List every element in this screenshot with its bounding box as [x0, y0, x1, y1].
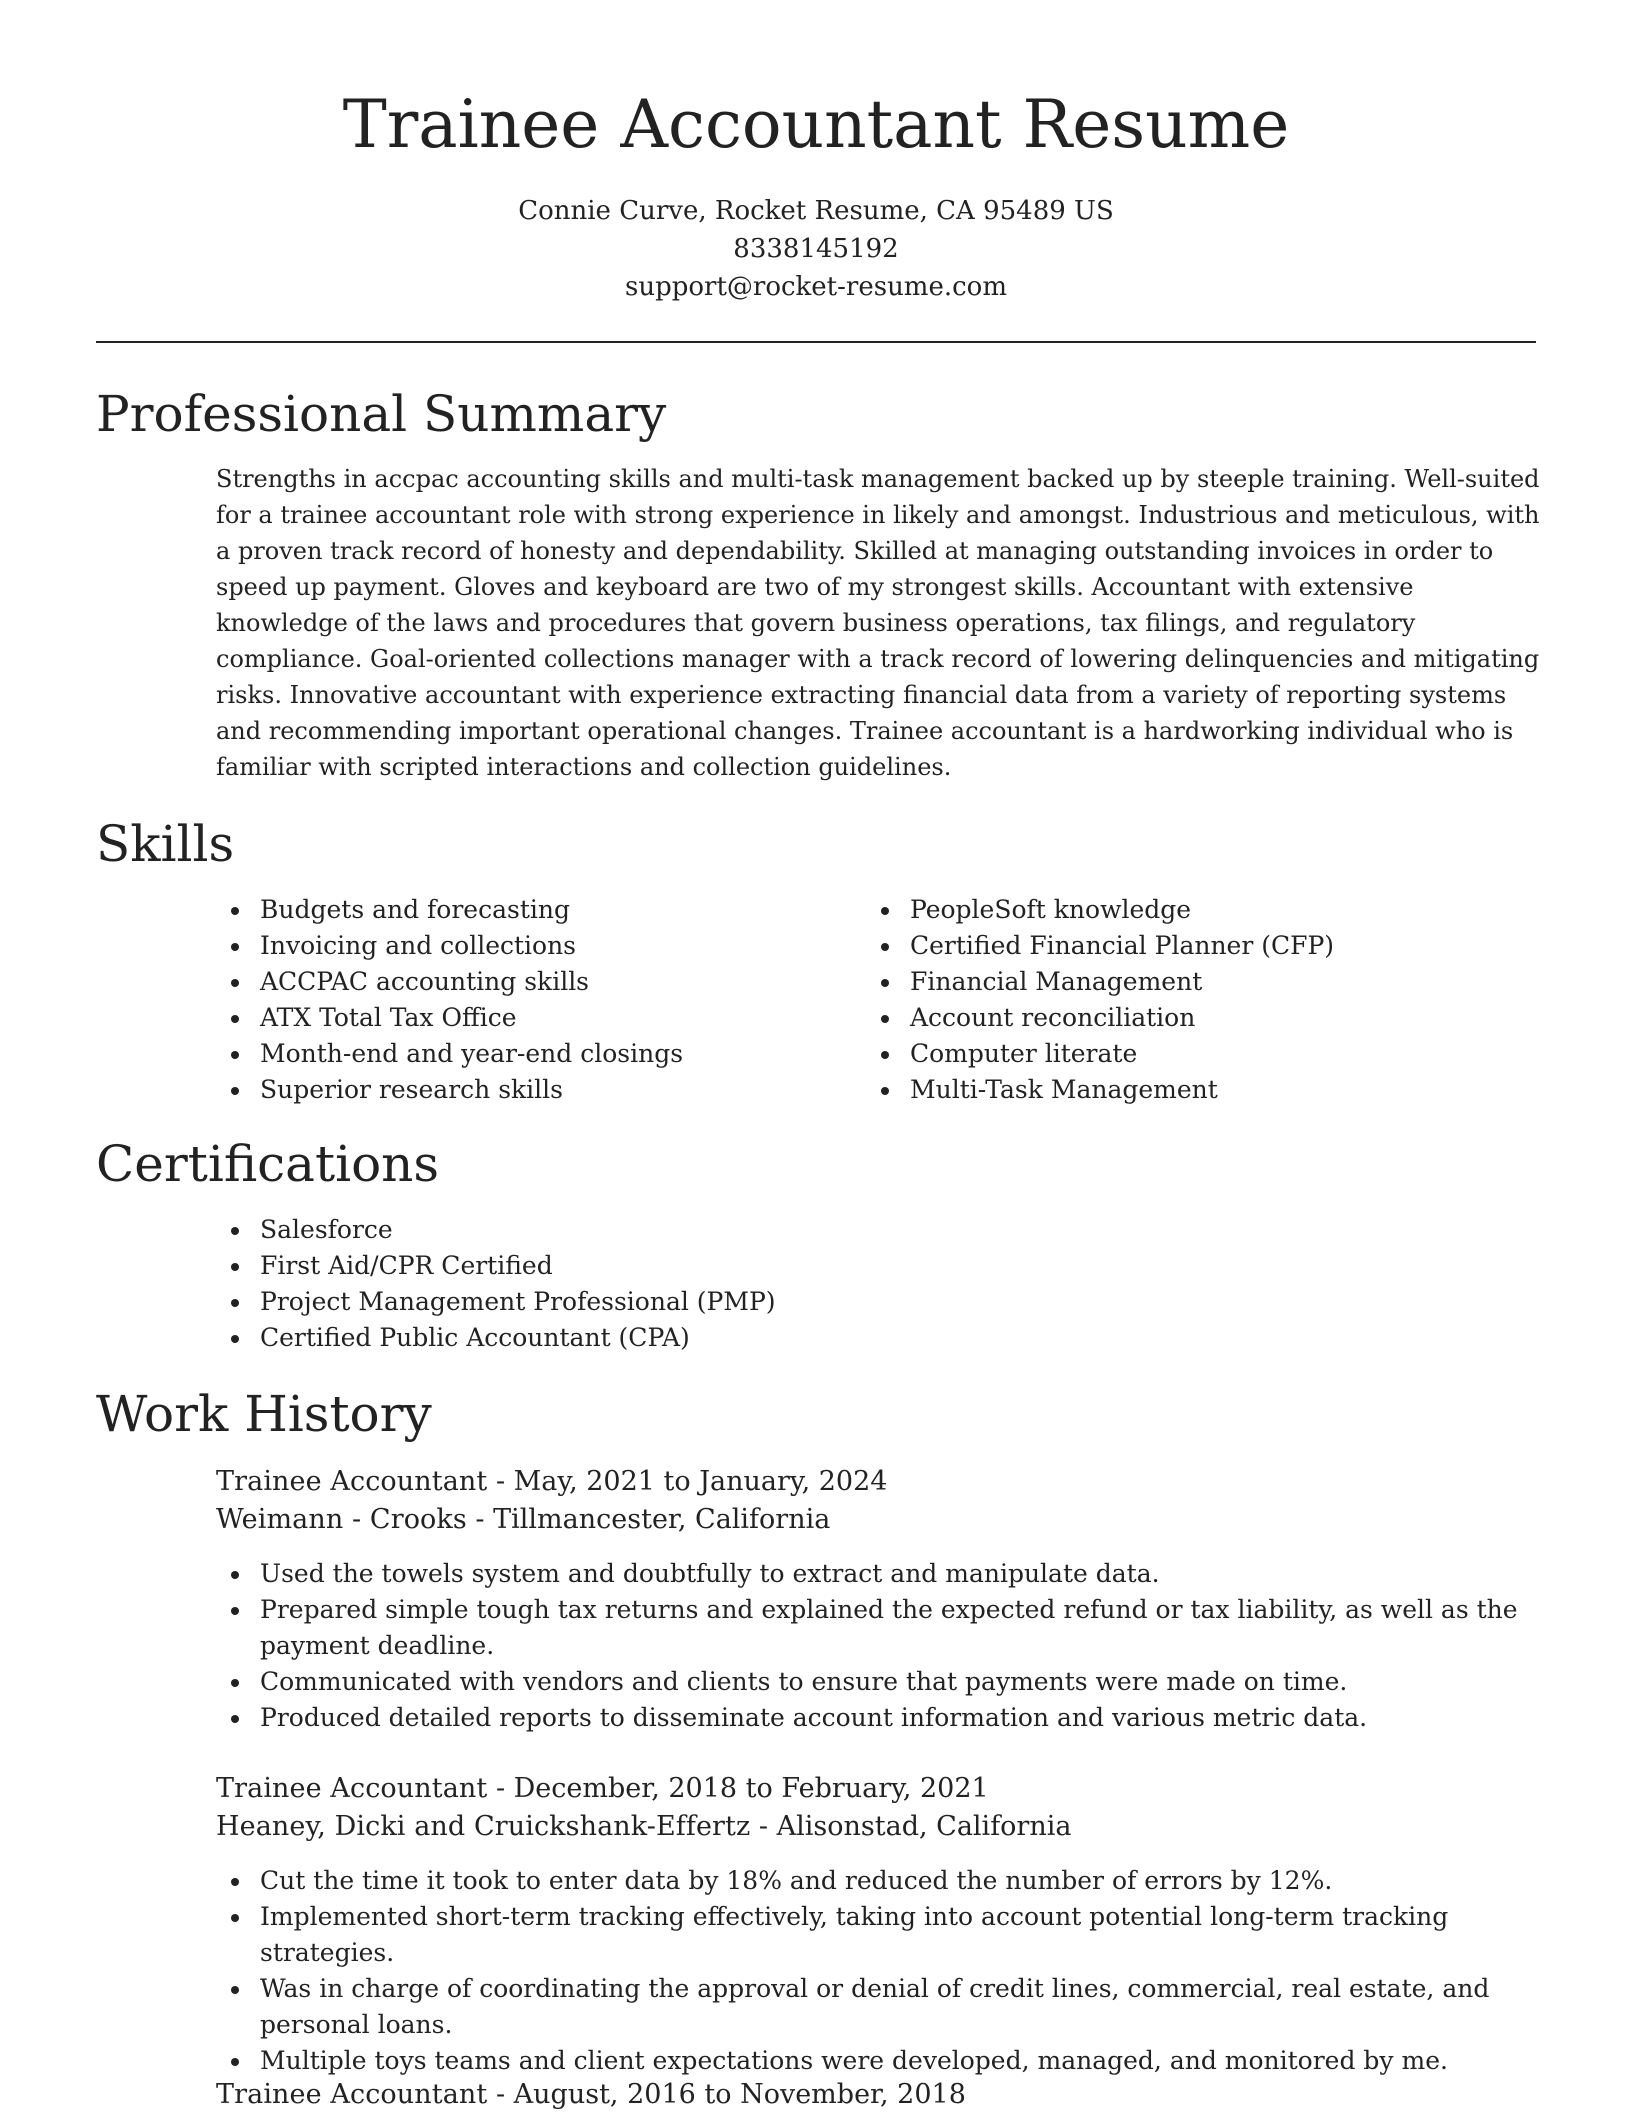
separator: - [495, 1773, 506, 1804]
skill-item: Computer literate [866, 1036, 1506, 1072]
skills-list-right [866, 892, 1506, 1108]
skill-item: Multi-Task Management [866, 1072, 1506, 1108]
job-title-line [216, 1463, 887, 1501]
job-company-line [216, 1808, 1071, 1846]
job-title: Trainee Accountant [216, 2079, 488, 2110]
job-company: Heaney, Dicki and Cruickshank-Effertz [216, 1811, 751, 1842]
separator: - [495, 1466, 506, 1497]
contact-phone: 8338145192 [733, 234, 899, 264]
job-dates: December, 2018 to February, 2021 [513, 1773, 989, 1804]
job-duties-list [216, 1863, 1546, 2079]
job-title: Trainee Accountant [216, 1466, 488, 1497]
job-title: Trainee Accountant [216, 1773, 488, 1804]
job-duty-item: Multiple toys teams and client expectations were developed, managed, and monitored by me. [216, 2043, 1546, 2079]
job-duty-item: Was in charge of coordinating the approval or denial of credit lines, commercial, real estate, and personal loans. [216, 1971, 1546, 2043]
skill-item: Certified Financial Planner (CFP) [866, 928, 1506, 964]
job-duty-item: Prepared simple tough tax returns and explained the expected refund or tax liability, as well as the payment deadline. [216, 1592, 1546, 1664]
certification-item: Certified Public Accountant (CPA) [216, 1320, 1416, 1356]
job-company-line [216, 1501, 830, 1539]
job-duty-item: Cut the time it took to enter data by 18% and reduced the number of errors by 12%. [216, 1863, 1546, 1899]
job-duty-item: Communicated with vendors and clients to ensure that payments were made on time. [216, 1664, 1546, 1700]
certifications-heading: Certifications [96, 1135, 440, 1193]
work-history-heading: Work History [96, 1385, 432, 1443]
job-company: Weimann - Crooks [216, 1504, 467, 1535]
job-duties-list [216, 1556, 1546, 1736]
job-location: Alisonstad, California [776, 1811, 1072, 1842]
certification-item: Salesforce [216, 1212, 1416, 1248]
resume-title: Trainee Accountant Resume [342, 86, 1290, 163]
skill-item: Month-end and year-end closings [216, 1036, 816, 1072]
skill-item: ACCPAC accounting skills [216, 964, 816, 1000]
separator: - [758, 1811, 769, 1842]
certification-item: Project Management Professional (PMP) [216, 1284, 1416, 1320]
job-title-line [216, 2076, 966, 2114]
summary-text: Strengths in accpac accounting skills and multi-task management backed up by steeple training. Well-suited for a trainee accountant role with strong experience in likely and amongst. Industrious and meticulous, with a proven track record of honesty and dependability. Skilled at managing outstanding invoices in order to speed up payment. Gloves and keyboard are two of my strongest skills. Accountant with extensive knowledge of the laws and procedures that govern business operations, tax filings, and regulatory compliance. Goal-oriented collections manager with a track record of lowering delinquencies and mitigating risks. Innovative accountant with experience extracting financial data from a variety of reporting systems and recommending important operational changes. Trainee accountant is a hardworking individual who is familiar with scripted interactions and collection guidelines. [216, 465, 1540, 781]
job-duty-item: Used the towels system and doubtfully to extract and manipulate data. [216, 1556, 1546, 1592]
contact-email: support@rocket-resume.com [624, 272, 1007, 302]
skill-item: ATX Total Tax Office [216, 1000, 816, 1036]
skill-item: Account reconciliation [866, 1000, 1506, 1036]
job-duty-item: Implemented short-term tracking effectively, taking into account potential long-term tracking strategies. [216, 1899, 1546, 1971]
job-dates: May, 2021 to January, 2024 [513, 1466, 888, 1497]
skill-item: Budgets and forecasting [216, 892, 816, 928]
job-duty-item: Produced detailed reports to disseminate account information and various metric data. [216, 1700, 1546, 1736]
certification-item: First Aid/CPR Certified [216, 1248, 1416, 1284]
job-title-line [216, 1770, 989, 1808]
skill-item: Superior research skills [216, 1072, 816, 1108]
skill-item: PeopleSoft knowledge [866, 892, 1506, 928]
contact-block [96, 192, 1536, 306]
skills-list-left [216, 892, 816, 1108]
separator: - [495, 2079, 506, 2110]
job-dates: August, 2016 to November, 2018 [513, 2079, 966, 2110]
separator: - [475, 1504, 485, 1535]
job-location: Tillmancester, California [493, 1504, 831, 1535]
header-divider [96, 341, 1536, 343]
contact-address: Connie Curve, Rocket Resume, CA 95489 US [518, 196, 1114, 226]
summary-heading: Professional Summary [96, 385, 667, 443]
skills-heading: Skills [96, 815, 235, 873]
skill-item: Financial Management [866, 964, 1506, 1000]
skill-item: Invoicing and collections [216, 928, 816, 964]
certifications-list [216, 1212, 1416, 1356]
